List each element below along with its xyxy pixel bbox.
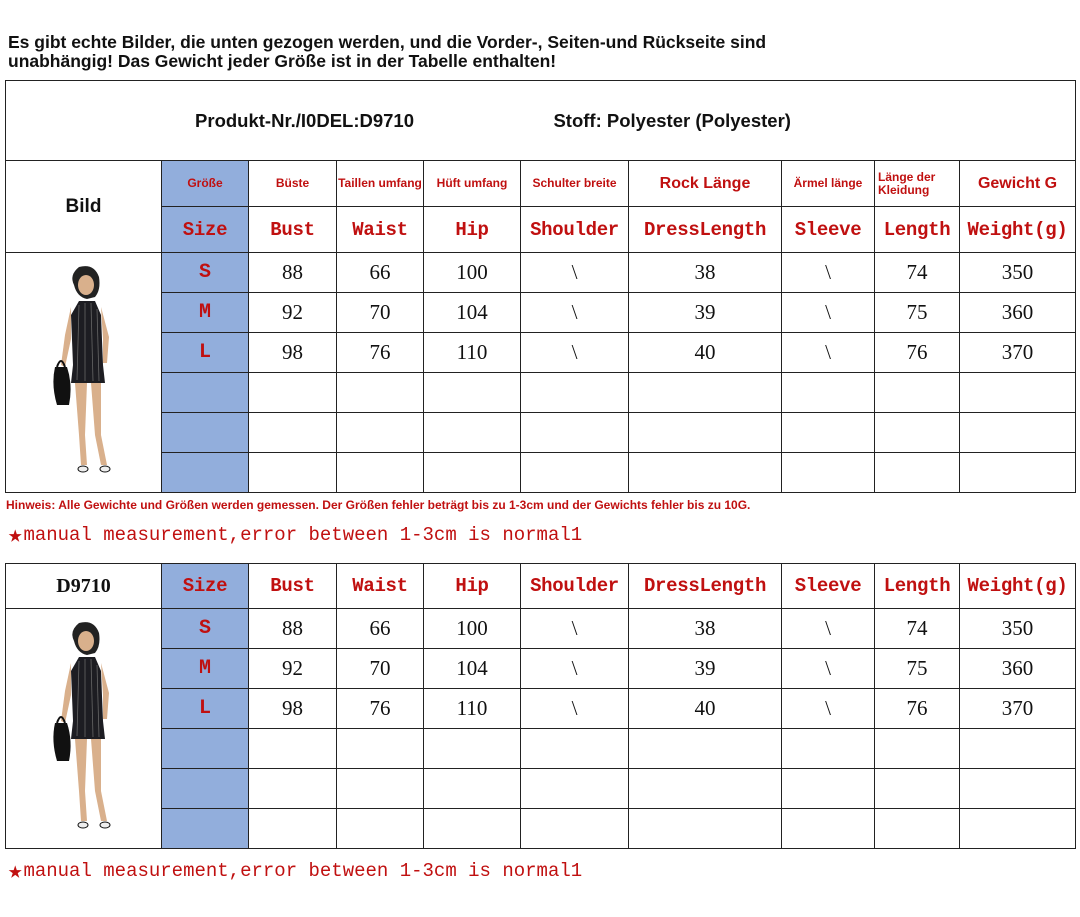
- intro-line-1: Es gibt echte Bilder, die unten gezogen werden, und die Vorder-, Seiten-und Rückseite sind: [8, 32, 767, 52]
- manual-measurement-note-1: [8, 520, 582, 550]
- empty-row: [6, 453, 1076, 493]
- header-en-shoulder: Shoulder: [521, 564, 629, 609]
- hip-cell: 110: [424, 689, 521, 729]
- size-table-detailed: [5, 80, 1076, 493]
- header-de-bust: Büste: [249, 161, 337, 207]
- shoulder-cell: \: [521, 609, 629, 649]
- bust-cell: 92: [249, 649, 337, 689]
- size-cell: S: [162, 609, 249, 649]
- measurement-note: Hinweis: Alle Gewichte und Größen werden gemessen. Der Größen fehler beträgt bis zu 1-3cm und der Gewichts fehler bis zu 10G.: [6, 498, 751, 512]
- waist-cell: 66: [337, 253, 424, 293]
- table-row: [6, 609, 1076, 649]
- waist-cell: 66: [337, 609, 424, 649]
- empty-row: [6, 413, 1076, 453]
- header-en-length: Length: [875, 564, 960, 609]
- size-cell: M: [162, 649, 249, 689]
- header-en-sleeve: Sleeve: [782, 564, 875, 609]
- bild-label: Bild: [6, 161, 162, 253]
- weight-cell: 350: [960, 253, 1076, 293]
- waist-cell: 76: [337, 689, 424, 729]
- size-table-compact: [5, 563, 1076, 849]
- model-photo: [9, 255, 159, 490]
- dress-length-cell: 39: [629, 293, 782, 333]
- size-cell: L: [162, 333, 249, 373]
- length-cell: 74: [875, 609, 960, 649]
- product-number: Produkt-Nr./I0DEL:D9710: [195, 109, 415, 131]
- size-cell: L: [162, 689, 249, 729]
- header-en-dress-length: DressLength: [629, 564, 782, 609]
- header-de-waist: Taillen umfang: [337, 161, 424, 207]
- sleeve-cell: \: [782, 293, 875, 333]
- shoulder-cell: \: [521, 333, 629, 373]
- fabric-info: Stoff: Polyester (Polyester): [553, 109, 791, 131]
- header-de-length: Länge der Kleidung: [875, 161, 960, 207]
- weight-cell: 360: [960, 649, 1076, 689]
- empty-row: [6, 769, 1076, 809]
- header-en-hip: Hip: [424, 564, 521, 609]
- length-cell: 74: [875, 253, 960, 293]
- weight-cell: 350: [960, 609, 1076, 649]
- empty-row: [6, 729, 1076, 769]
- shoulder-cell: \: [521, 649, 629, 689]
- header-de-dress-length: Rock Länge: [629, 161, 782, 207]
- header-en-shoulder: Shoulder: [521, 207, 629, 253]
- dress-length-cell: 40: [629, 333, 782, 373]
- header-en-waist: Waist: [337, 564, 424, 609]
- header-en-size: Size: [162, 207, 249, 253]
- size-cell: M: [162, 293, 249, 333]
- manual-note-text: manual measurement,error between 1-3cm is normal1: [23, 524, 583, 546]
- weight-cell: 370: [960, 689, 1076, 729]
- shoulder-cell: \: [521, 293, 629, 333]
- weight-cell: 370: [960, 333, 1076, 373]
- length-cell: 75: [875, 293, 960, 333]
- table-row: [6, 689, 1076, 729]
- hip-cell: 104: [424, 649, 521, 689]
- intro-text: [8, 33, 908, 71]
- shoulder-cell: \: [521, 253, 629, 293]
- hip-cell: 100: [424, 253, 521, 293]
- waist-cell: 76: [337, 333, 424, 373]
- waist-cell: 70: [337, 649, 424, 689]
- hip-cell: 100: [424, 609, 521, 649]
- empty-row: [6, 373, 1076, 413]
- header-en-dress-length: DressLength: [629, 207, 782, 253]
- sleeve-cell: \: [782, 333, 875, 373]
- bust-cell: 88: [249, 609, 337, 649]
- red-star-icon: ★: [8, 859, 23, 886]
- hip-cell: 110: [424, 333, 521, 373]
- header-en-size: Size: [162, 564, 249, 609]
- length-cell: 76: [875, 333, 960, 373]
- dress-length-cell: 38: [629, 253, 782, 293]
- sleeve-cell: \: [782, 253, 875, 293]
- manual-note-text: manual measurement,error between 1-3cm is normal1: [23, 860, 583, 882]
- waist-cell: 70: [337, 293, 424, 333]
- table-row: [6, 293, 1076, 333]
- hip-cell: 104: [424, 293, 521, 333]
- red-star-icon: ★: [8, 523, 23, 550]
- header-de-size: Größe: [162, 161, 249, 207]
- header-de-hip: Hüft umfang: [424, 161, 521, 207]
- table-row: [6, 333, 1076, 373]
- header-en-hip: Hip: [424, 207, 521, 253]
- bust-cell: 88: [249, 253, 337, 293]
- dress-length-cell: 38: [629, 609, 782, 649]
- bust-cell: 92: [249, 293, 337, 333]
- header-en-sleeve: Sleeve: [782, 207, 875, 253]
- header-de-sleeve: Ärmel länge: [782, 161, 875, 207]
- dress-length-cell: 40: [629, 689, 782, 729]
- length-cell: 76: [875, 689, 960, 729]
- bust-cell: 98: [249, 689, 337, 729]
- header-en-length: Length: [875, 207, 960, 253]
- header-en-bust: Bust: [249, 564, 337, 609]
- weight-cell: 360: [960, 293, 1076, 333]
- dress-length-cell: 39: [629, 649, 782, 689]
- table-row: [6, 649, 1076, 689]
- product-info-row: [6, 81, 1076, 161]
- length-cell: 75: [875, 649, 960, 689]
- product-code: D9710: [6, 564, 162, 609]
- intro-line-2: unabhängig! Das Gewicht jeder Größe ist in der Tabelle enthalten!: [8, 51, 557, 71]
- header-de-weight: Gewicht G: [960, 161, 1076, 207]
- bust-cell: 98: [249, 333, 337, 373]
- model-photo: [9, 611, 159, 846]
- sleeve-cell: \: [782, 649, 875, 689]
- empty-row: [6, 809, 1076, 849]
- header-de-shoulder: Schulter breite: [521, 161, 629, 207]
- header-en-waist: Waist: [337, 207, 424, 253]
- sleeve-cell: \: [782, 609, 875, 649]
- shoulder-cell: \: [521, 689, 629, 729]
- table-row: [6, 253, 1076, 293]
- size-cell: S: [162, 253, 249, 293]
- header-en-bust: Bust: [249, 207, 337, 253]
- manual-measurement-note-2: [8, 856, 582, 886]
- product-photo-cell: [6, 253, 162, 493]
- product-photo-cell: [6, 609, 162, 849]
- header-en-weight: Weight(g): [960, 564, 1076, 609]
- header-en-weight: Weight(g): [960, 207, 1076, 253]
- sleeve-cell: \: [782, 689, 875, 729]
